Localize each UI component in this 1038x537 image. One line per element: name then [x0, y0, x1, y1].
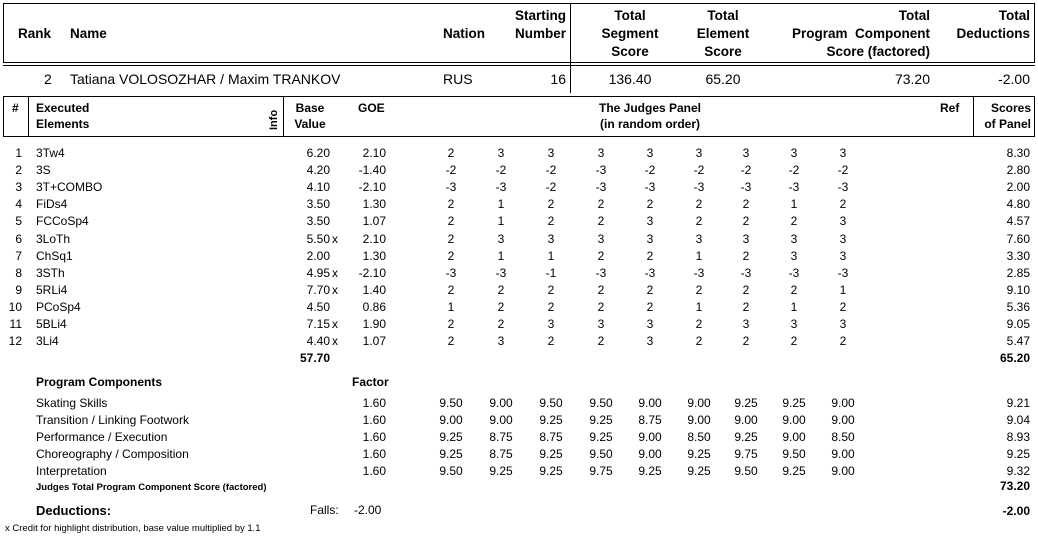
judge-score: 3	[497, 146, 505, 160]
judge-score: 3	[790, 146, 798, 160]
rank-header: Rank	[18, 26, 52, 41]
element-goe: 1.90	[362, 317, 386, 331]
judge-score: 3	[839, 214, 847, 229]
component-judge-score: 9.50	[782, 447, 806, 461]
component-judge-score: 9.00	[687, 413, 711, 427]
component-judge-score: 9.50	[589, 396, 613, 410]
component-judge-score: 8.50	[687, 430, 711, 444]
component-judge-score: 9.25	[687, 464, 711, 478]
judge-score: -3	[837, 180, 849, 195]
component-judge-score: 8.75	[489, 430, 513, 444]
judge-score: 2	[839, 197, 847, 212]
judge-score: 3	[646, 334, 654, 349]
judge-score: 3	[790, 317, 798, 331]
component-judge-score: 9.00	[782, 413, 806, 427]
judge-score: -2	[788, 163, 800, 178]
skater-nation: RUS	[443, 71, 473, 87]
element-goe: 2.10	[362, 231, 386, 246]
judge-score: -3	[740, 265, 752, 280]
judges-panel-line1: The Judges Panel	[598, 101, 702, 115]
component-factor: 1.60	[362, 413, 386, 427]
nation-header: Nation	[443, 26, 485, 41]
judge-score: 2	[742, 282, 750, 297]
starting-number-divider	[570, 3, 571, 93]
element-bonus-mark: x	[332, 317, 338, 331]
judges-panel-header	[570, 100, 730, 132]
component-judge-score: 9.00	[782, 430, 806, 444]
judge-score: -3	[693, 180, 705, 195]
judge-score: 3	[646, 146, 654, 160]
element-num: 6	[15, 231, 22, 246]
component-name: Performance / Execution	[36, 430, 168, 444]
judge-score: 2	[447, 214, 455, 229]
judge-score: 3	[839, 231, 847, 246]
component-judge-score: 8.50	[831, 430, 855, 444]
element-num: 11	[9, 317, 22, 331]
judge-score: 2	[597, 214, 605, 229]
judge-score: 2	[497, 282, 505, 297]
judge-score: 1	[695, 299, 703, 314]
judge-score: -3	[644, 180, 656, 195]
starting-number-header	[490, 7, 566, 43]
base-value-line1: Base	[295, 101, 325, 115]
judge-score: 1	[695, 248, 703, 263]
ded-header-line2: Deductions	[956, 26, 1030, 41]
element-base-value: 7.15	[306, 317, 330, 331]
element-name: FCCoSp4	[36, 214, 89, 229]
judge-score: -3	[495, 180, 507, 195]
component-judge-score: 9.25	[439, 447, 463, 461]
tss-header-line3: Score	[611, 44, 649, 59]
element-score: 2.00	[1006, 180, 1030, 195]
judge-score: 3	[742, 146, 750, 160]
component-judge-score: 9.25	[734, 430, 758, 444]
judge-score: 1	[790, 197, 798, 212]
component-judge-score: 9.00	[638, 430, 662, 444]
component-judge-score: 9.00	[638, 396, 662, 410]
component-name: Choreography / Composition	[36, 447, 189, 461]
element-score: 2.85	[1006, 265, 1030, 280]
judge-score: 3	[497, 231, 505, 246]
component-judge-score: 9.00	[831, 464, 855, 478]
judge-score: 3	[742, 317, 750, 331]
element-goe: 1.30	[362, 197, 386, 212]
component-name: Transition / Linking Footwork	[36, 413, 189, 427]
judge-score: -1	[545, 265, 557, 280]
factor-header: Factor	[352, 375, 389, 389]
judge-score: 2	[447, 282, 455, 297]
component-name: Skating Skills	[36, 396, 108, 410]
judge-score: 2	[742, 197, 750, 212]
element-score: 4.57	[1006, 214, 1030, 229]
component-judge-score: 9.25	[489, 464, 513, 478]
component-judge-score: 9.25	[782, 464, 806, 478]
element-num: 7	[15, 248, 22, 263]
element-score: 2.80	[1006, 163, 1030, 178]
component-judge-score: 9.75	[589, 464, 613, 478]
judge-score: 2	[790, 334, 798, 349]
judge-score: 3	[597, 146, 605, 160]
scores-of-panel-header	[976, 100, 1031, 132]
element-goe: 1.30	[362, 248, 386, 263]
judge-score: 2	[695, 214, 703, 229]
judge-score: 2	[646, 282, 654, 297]
judge-score: 2	[597, 197, 605, 212]
element-base-value: 4.50	[306, 299, 330, 314]
executed-elements-header	[36, 100, 89, 132]
skater-starting-number: 16	[550, 71, 566, 87]
judge-score: 2	[447, 146, 455, 160]
judge-score: 2	[447, 248, 455, 263]
component-name: Interpretation	[36, 464, 107, 478]
judge-score: -3	[837, 265, 849, 280]
judge-score: 3	[646, 231, 654, 246]
summary-separator-line	[3, 65, 1035, 66]
judge-score: 1	[839, 282, 847, 297]
component-score: 9.25	[1006, 447, 1030, 461]
info-header: Info	[268, 109, 280, 130]
component-judge-score: 9.00	[734, 413, 758, 427]
component-judge-score: 9.25	[782, 396, 806, 410]
judge-score: 3	[547, 231, 555, 246]
judge-score: 1	[497, 248, 505, 263]
judge-score: -3	[693, 265, 705, 280]
judge-score: 2	[742, 248, 750, 263]
judge-score: 3	[790, 231, 798, 246]
executed-elements-line1: Executed	[36, 101, 90, 115]
judge-score: 3	[597, 231, 605, 246]
component-judge-score: 9.25	[539, 447, 563, 461]
component-score: 8.93	[1006, 430, 1030, 444]
element-score: 7.60	[1006, 231, 1030, 246]
component-judge-score: 9.00	[489, 413, 513, 427]
element-num: 1	[15, 146, 22, 160]
judge-score: -2	[495, 163, 507, 178]
elements-base-total: 57.70	[299, 351, 330, 365]
component-judge-score: 8.75	[539, 430, 563, 444]
judge-score: 2	[497, 299, 505, 314]
element-goe: -2.10	[358, 180, 386, 195]
tss-header-line2: Segment	[601, 26, 659, 41]
element-num: 9	[15, 282, 22, 297]
total-segment-score-header	[590, 7, 670, 61]
element-bonus-mark: x	[332, 282, 338, 297]
judge-score: -2	[644, 163, 656, 178]
judge-score: -2	[545, 163, 557, 178]
skater-name: Tatiana VOLOSOZHAR / Maxim TRANKOV	[70, 71, 341, 87]
element-num: 10	[8, 299, 22, 314]
component-judge-score: 8.75	[638, 413, 662, 427]
element-num: 8	[15, 265, 22, 280]
component-judge-score: 9.25	[638, 464, 662, 478]
scores-of-panel-line1: Scores	[990, 101, 1031, 115]
total-element-score-header	[680, 7, 766, 61]
judge-score: 2	[447, 231, 455, 246]
judge-score: -2	[693, 163, 705, 178]
judge-score: 2	[597, 248, 605, 263]
judge-score: 3	[597, 317, 605, 331]
judge-score: 1	[547, 248, 555, 263]
component-judge-score: 9.75	[734, 447, 758, 461]
component-score: 9.04	[1006, 413, 1030, 427]
element-goe: -1.40	[358, 163, 386, 178]
element-score: 8.30	[1006, 146, 1030, 160]
component-score: 9.32	[1006, 464, 1030, 478]
judge-score: -3	[445, 265, 457, 280]
component-judge-score: 9.50	[589, 447, 613, 461]
ded-header-line1: Total	[998, 8, 1030, 23]
judge-score: 3	[695, 146, 703, 160]
judge-score: -3	[595, 180, 607, 195]
element-name: FiDs4	[36, 197, 68, 212]
judge-score: 2	[742, 299, 750, 314]
footnote: x Credit for highlight distribution, base value multiplied by 1.1	[5, 523, 261, 534]
element-base-value: 3.50	[306, 214, 330, 229]
component-judge-score: 9.25	[589, 413, 613, 427]
element-goe: 1.07	[362, 214, 386, 229]
element-name: 5BLi4	[36, 317, 67, 331]
pcs-header-line2: Program Component	[791, 26, 930, 41]
judge-score: -3	[644, 265, 656, 280]
judge-score: -3	[495, 265, 507, 280]
program-components-title: Program Components	[36, 375, 163, 389]
component-factor: 1.60	[362, 464, 386, 478]
component-judge-score: 9.00	[638, 447, 662, 461]
judge-score: 3	[646, 214, 654, 229]
component-judge-score: 9.25	[589, 430, 613, 444]
element-base-value: 2.00	[306, 248, 330, 263]
element-num: 4	[15, 197, 22, 212]
element-goe: 1.07	[362, 334, 386, 349]
pcs-total-value: 73.20	[999, 479, 1030, 493]
judge-score: 2	[547, 334, 555, 349]
judge-score: 2	[597, 282, 605, 297]
judge-score: 1	[447, 299, 455, 314]
elements-score-total: 65.20	[999, 351, 1030, 365]
judge-score: -2	[445, 163, 457, 178]
base-value-header	[290, 100, 330, 132]
element-base-value: 4.40	[306, 334, 330, 349]
element-score: 3.30	[1006, 248, 1030, 263]
element-base-value: 6.20	[306, 146, 330, 160]
element-name: 3S	[36, 163, 51, 178]
judge-score: 3	[695, 231, 703, 246]
judge-score: 2	[790, 214, 798, 229]
judge-score: 2	[695, 282, 703, 297]
element-goe: 1.40	[362, 282, 386, 297]
skater-total-deductions: -2.00	[998, 71, 1030, 87]
falls-label: Falls:	[310, 503, 339, 517]
judges-panel-line2: (in random order)	[599, 117, 700, 131]
element-name: 3T+COMBO	[36, 180, 103, 195]
component-factor: 1.60	[362, 430, 386, 444]
judge-score: 1	[790, 299, 798, 314]
element-base-value: 5.50	[306, 231, 330, 246]
judge-score: -2	[837, 163, 849, 178]
component-judge-score: 9.00	[439, 413, 463, 427]
element-goe: 2.10	[362, 146, 386, 160]
judge-score: 2	[597, 299, 605, 314]
component-judge-score: 9.00	[489, 396, 513, 410]
base-value-line2: Value	[294, 117, 326, 131]
judge-score: -3	[788, 265, 800, 280]
element-name: ChSq1	[36, 248, 73, 263]
judge-score: -2	[545, 180, 557, 195]
element-base-value: 3.50	[306, 197, 330, 212]
total-deductions-header	[930, 7, 1030, 43]
component-judge-score: 9.25	[687, 447, 711, 461]
pcs-header-line3: Score (factored)	[826, 44, 930, 59]
name-header: Name	[70, 26, 107, 41]
deductions-total: -2.00	[1002, 504, 1030, 518]
element-base-value: 7.70	[306, 282, 330, 297]
pcs-header-line1: Total	[898, 8, 930, 23]
judge-score: 3	[646, 317, 654, 331]
element-name: 3Li4	[36, 334, 59, 349]
judge-score: 3	[742, 231, 750, 246]
tss-header-line1: Total	[614, 8, 646, 23]
skater-rank: 2	[44, 71, 52, 87]
element-score: 9.05	[1006, 317, 1030, 331]
starting-number-header-line1: Starting	[514, 8, 566, 23]
tes-header-line3: Score	[704, 44, 742, 59]
judge-score: 2	[497, 317, 505, 331]
judge-score: 2	[646, 299, 654, 314]
element-name: 3STh	[36, 265, 65, 280]
element-name: 3Tw4	[36, 146, 65, 160]
component-judge-score: 9.25	[539, 464, 563, 478]
judge-score: -3	[445, 180, 457, 195]
scores-of-panel-line2: of Panel	[984, 117, 1031, 131]
element-goe: 0.86	[362, 299, 386, 314]
skater-total-segment-score: 136.40	[608, 71, 652, 87]
element-score: 9.10	[1006, 282, 1030, 297]
executed-elements-line2: Elements	[36, 117, 90, 131]
col-divider-scores	[973, 96, 974, 137]
deductions-label: Deductions:	[36, 503, 112, 518]
element-num: 12	[8, 334, 22, 349]
judge-score: 3	[497, 334, 505, 349]
component-judge-score: 9.50	[439, 396, 463, 410]
element-num: 3	[15, 180, 22, 195]
judge-score: 2	[839, 334, 847, 349]
element-name: PCoSp4	[36, 299, 81, 314]
judge-score: 2	[646, 248, 654, 263]
element-score: 5.47	[1006, 334, 1030, 349]
element-name: 3LoTh	[36, 231, 71, 246]
element-score: 5.36	[1006, 299, 1030, 314]
component-judge-score: 9.25	[539, 413, 563, 427]
judge-score: 3	[790, 248, 798, 263]
judge-score: 2	[447, 334, 455, 349]
component-judge-score: 9.00	[687, 396, 711, 410]
elements-header-box	[3, 96, 1035, 137]
skater-total-pcs: 73.20	[894, 71, 930, 87]
element-bonus-mark: x	[332, 231, 338, 246]
element-base-value: 4.95	[306, 265, 330, 280]
component-judge-score: 9.50	[439, 464, 463, 478]
judge-score: -3	[740, 180, 752, 195]
component-judge-score: 9.00	[831, 396, 855, 410]
judge-score: 2	[547, 214, 555, 229]
judge-score: -3	[595, 265, 607, 280]
element-bonus-mark: x	[332, 334, 338, 349]
col-divider-info	[283, 96, 284, 137]
judge-score: 2	[742, 334, 750, 349]
judge-score: 1	[497, 214, 505, 229]
col-divider-num	[28, 96, 29, 137]
component-factor: 1.60	[362, 447, 386, 461]
judge-score: 2	[547, 197, 555, 212]
ref-header: Ref	[940, 101, 960, 115]
component-judge-score: 9.50	[539, 396, 563, 410]
goe-header: GOE	[358, 101, 385, 115]
component-factor: 1.60	[362, 396, 386, 410]
judge-score: 2	[646, 197, 654, 212]
judge-score: 2	[839, 299, 847, 314]
component-judge-score: 9.00	[831, 447, 855, 461]
elements-num-header: #	[12, 101, 19, 115]
pcs-total-label: Judges Total Program Component Score (factored)	[36, 482, 267, 493]
judge-score: -3	[595, 163, 607, 178]
judge-score: -2	[740, 163, 752, 178]
tes-header-line1: Total	[707, 8, 739, 23]
judge-score: 2	[547, 282, 555, 297]
component-judge-score: 9.00	[831, 413, 855, 427]
element-name: 5RLi4	[36, 282, 68, 297]
component-judge-score: 9.25	[439, 430, 463, 444]
element-base-value: 4.20	[306, 163, 330, 178]
judge-score: 2	[695, 317, 703, 331]
judge-score: 2	[597, 334, 605, 349]
judge-score: 3	[547, 317, 555, 331]
judge-score: 2	[447, 317, 455, 331]
judge-score: 3	[839, 317, 847, 331]
tes-header-line2: Element	[696, 26, 750, 41]
judge-score: -3	[788, 180, 800, 195]
judge-score: 2	[790, 282, 798, 297]
falls-value: -2.00	[354, 503, 382, 517]
judge-score: 2	[447, 197, 455, 212]
judge-score: 2	[695, 334, 703, 349]
judge-score: 3	[839, 146, 847, 160]
judge-score: 3	[547, 146, 555, 160]
element-score: 4.80	[1006, 197, 1030, 212]
component-judge-score: 9.50	[734, 464, 758, 478]
element-base-value: 4.10	[306, 180, 330, 195]
judge-score: 1	[497, 197, 505, 212]
element-bonus-mark: x	[332, 265, 338, 280]
element-goe: -2.10	[358, 265, 386, 280]
total-pcs-header	[760, 7, 930, 61]
skater-total-element-score: 65.20	[705, 71, 741, 87]
element-num: 5	[15, 214, 22, 229]
judge-score: 2	[695, 197, 703, 212]
element-num: 2	[15, 163, 22, 178]
component-judge-score: 9.25	[734, 396, 758, 410]
judge-score: 2	[547, 299, 555, 314]
starting-number-header-line2: Number	[514, 26, 566, 41]
judge-score: 3	[839, 248, 847, 263]
judge-score: 2	[742, 214, 750, 229]
component-score: 9.21	[1006, 396, 1030, 410]
component-judge-score: 8.75	[489, 447, 513, 461]
